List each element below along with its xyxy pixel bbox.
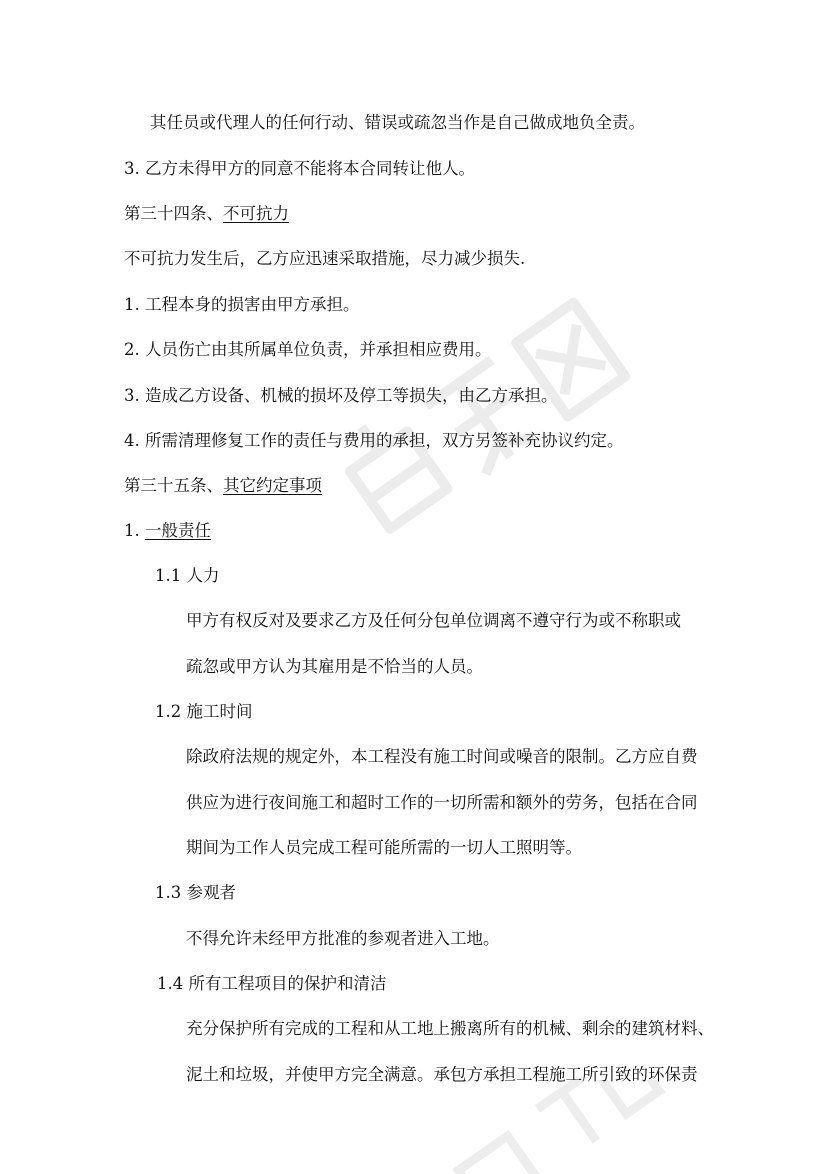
section-1-number: 1. (124, 521, 145, 540)
subsection-1-3-text: 不得允许未经甲方批准的参观者进入工地。 (186, 929, 500, 948)
subsection-1-3-heading: 1.3 参观者 (155, 883, 236, 902)
section-1-title: 一般责任 (145, 521, 211, 540)
article-34-prefix: 第三十四条、 (124, 204, 223, 223)
subsection-1-1-text: 甲方有权反对及要求乙方及任何分包单位调离不遵守行为或不称职或 (186, 611, 681, 630)
subsection-1-4-text: 泥土和垃圾，并使甲方完全满意。承包方承担工程施工所引致的环保责 (186, 1065, 698, 1084)
subsection-1-2-text: 供应为进行夜间施工和超时工作的一切所需和额外的劳务，包括在合同 (186, 793, 698, 812)
watermark-logo-bottom (420, 1080, 680, 1174)
clause-1: 1. 工程本身的损害由甲方承担。 (124, 295, 360, 314)
clause-3b: 3. 造成乙方设备、机械的损坏及停工等损失，由乙方承担。 (124, 386, 558, 405)
article-35-heading (124, 475, 322, 497)
clause-4: 4. 所需清理修复工作的责任与费用的承担，双方另签补充协议约定。 (124, 431, 624, 450)
clause-3: 3. 乙方未得甲方的同意不能将本合同转让他人。 (124, 159, 475, 178)
subsection-1-2-text: 除政府法规的规定外，本工程没有施工时间或噪音的限制。乙方应自费 (186, 747, 698, 766)
article-35-title: 其它约定事项 (223, 476, 322, 495)
article-34-title: 不可抗力 (223, 204, 289, 223)
subsection-1-4-text: 充分保护所有完成的工程和从工地上搬离所有的机械、剩余的建筑材料、 (186, 1019, 714, 1038)
section-1-heading (124, 520, 211, 542)
subsection-1-1-text: 疏忽或甲方认为其雇用是不恰当的人员。 (186, 657, 483, 676)
article-34-heading (124, 203, 289, 225)
subsection-1-1-heading: 1.1 人力 (155, 566, 220, 585)
force-majeure-intro: 不可抗力发生后，乙方应迅速采取措施，尽力减少损失. (124, 249, 526, 268)
clause-2: 2. 人员伤亡由其所属单位负责，并承担相应费用。 (124, 340, 492, 359)
subsection-1-2-heading: 1.2 施工时间 (155, 702, 253, 721)
subsection-1-4-heading: 1.4 所有工程项目的保护和清洁 (157, 974, 387, 993)
article-35-prefix: 第三十五条、 (124, 476, 223, 495)
subsection-1-2-text: 期间为工作人员完成工程可能所需的一切人工照明等。 (186, 838, 582, 857)
paragraph-line: 其任员或代理人的任何行动、错误或疏忽当作是自己做成地负全责。 (150, 113, 645, 132)
